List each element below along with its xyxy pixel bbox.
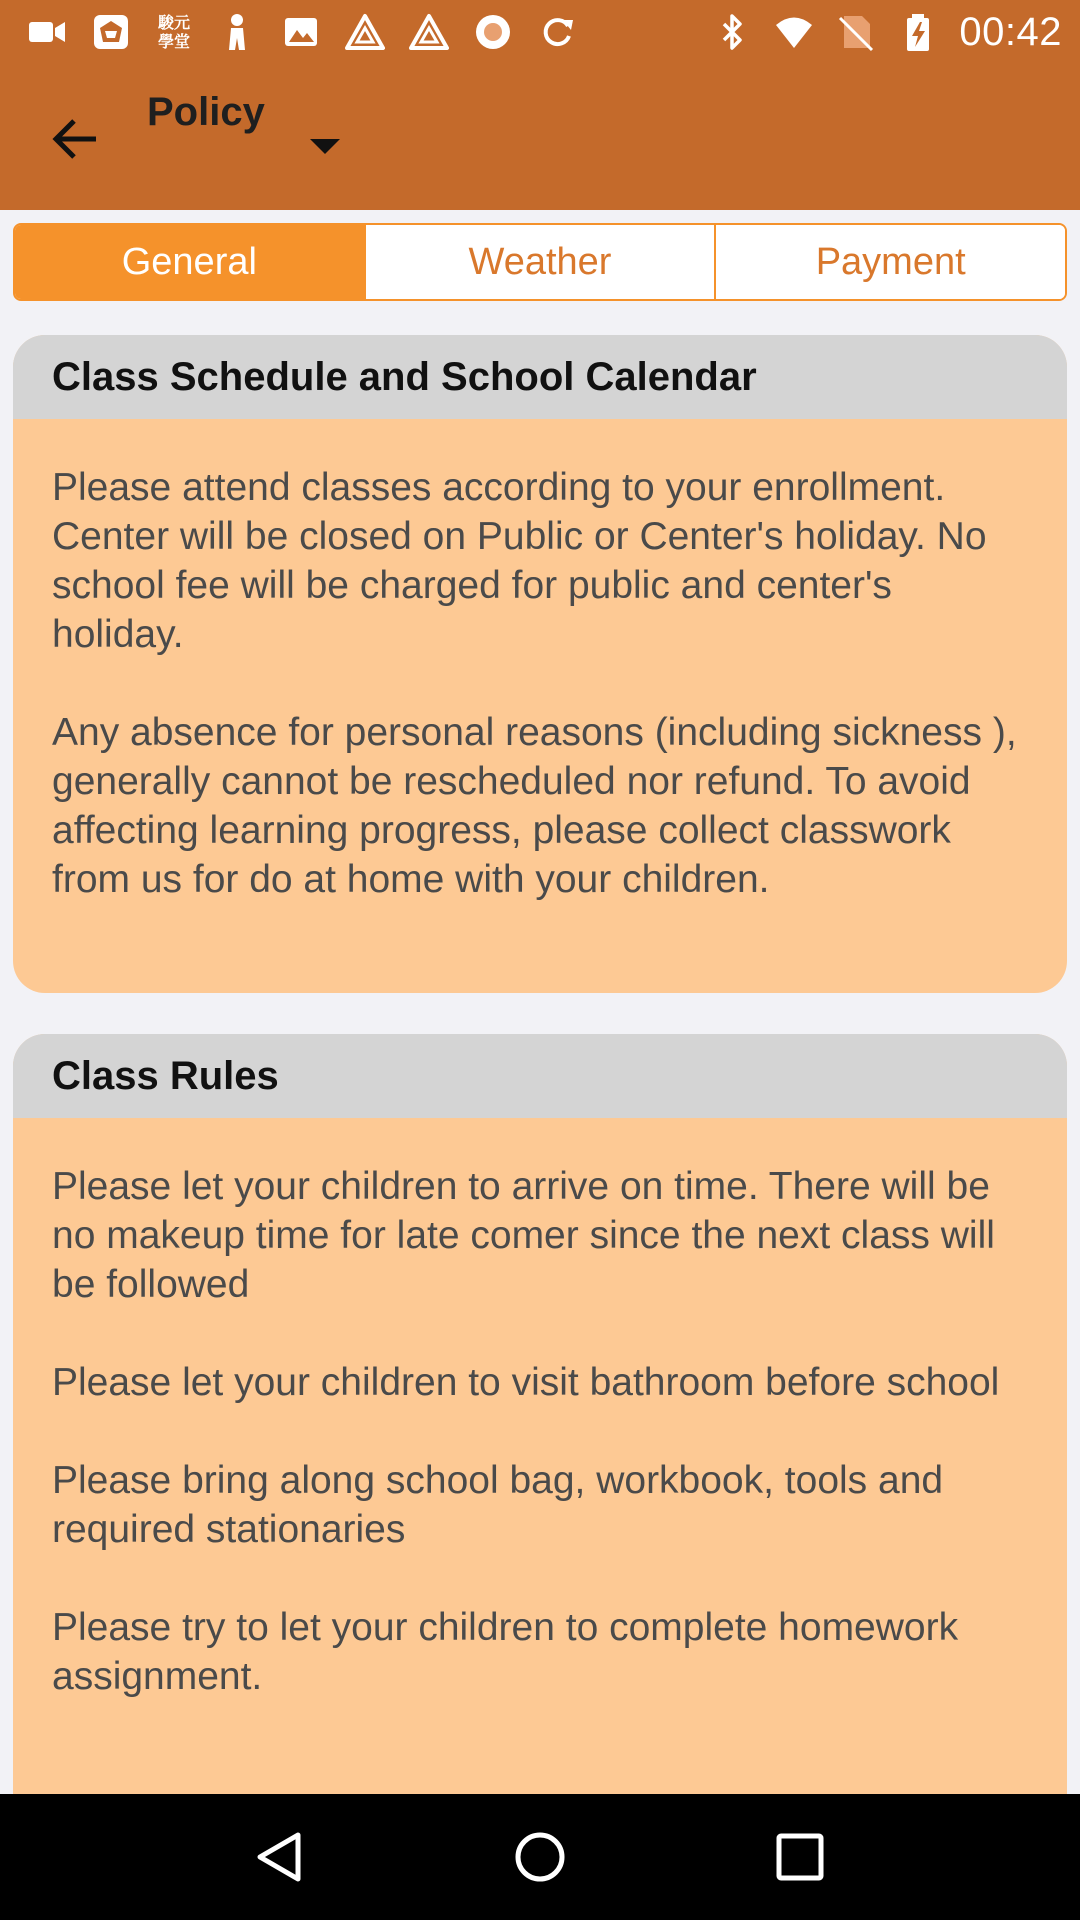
- no-sim-icon: [835, 11, 877, 53]
- home-circle-icon: [510, 1827, 570, 1887]
- section-paragraph: Please try to let your children to complete homework assignment.: [52, 1606, 959, 1698]
- policy-section-card: [13, 335, 1067, 993]
- bluetooth-icon: [711, 11, 753, 53]
- cjk-badge-icon: [154, 11, 194, 53]
- app-bar: [0, 64, 1080, 210]
- recents-square-icon: [770, 1827, 830, 1887]
- app-logo-icon: [90, 11, 132, 53]
- section-body: [13, 419, 1067, 904]
- warning-icon: [344, 11, 386, 53]
- arrow-left-icon: [50, 114, 100, 164]
- image-icon: [280, 11, 322, 53]
- section-paragraph: Please attend classes according to your enrollment. Center will be closed on Public or Center's holiday. No school fee will be charged for public and center's holiday.: [52, 466, 987, 656]
- nav-home-button[interactable]: [500, 1817, 580, 1897]
- system-nav-bar: [0, 1794, 1080, 1920]
- wifi-icon: [773, 11, 815, 53]
- policy-section-card: [13, 1034, 1067, 1920]
- nav-back-button[interactable]: [240, 1817, 320, 1897]
- section-body: [13, 1118, 1067, 1701]
- nav-recents-button[interactable]: [760, 1817, 840, 1897]
- warning-icon: [408, 11, 450, 53]
- section-paragraph: Please let your children to arrive on time. There will be no makeup time for late comer since the next class will be followed: [52, 1165, 995, 1306]
- cjk-badge-line1: 駿元: [157, 13, 190, 32]
- section-paragraph: Any absence for personal reasons (including sickness ), generally cannot be rescheduled nor refund. To avoid affecting learning progress, please collect classwork from us for do at home with your children.: [52, 711, 1017, 901]
- tab-payment[interactable]: Payment: [714, 225, 1065, 299]
- back-triangle-icon: [250, 1827, 310, 1887]
- sync-icon: [536, 11, 578, 53]
- title-dropdown-button[interactable]: [300, 126, 350, 166]
- video-icon: [26, 11, 68, 53]
- battery-charging-icon: [897, 11, 939, 53]
- status-bar: [0, 0, 1080, 64]
- status-right-icons: [711, 10, 1062, 55]
- status-left-icons: [26, 11, 578, 53]
- section-paragraph: Please bring along school bag, workbook, tools and required stationaries: [52, 1459, 944, 1551]
- section-title: Class Schedule and School Calendar: [13, 335, 1067, 419]
- status-time: 00:42: [959, 9, 1062, 54]
- tab-general[interactable]: General: [15, 225, 364, 299]
- page-title: Policy: [147, 90, 265, 134]
- caret-down-icon: [308, 136, 342, 156]
- tab-weather[interactable]: Weather: [364, 225, 715, 299]
- policy-tabs: [13, 223, 1067, 301]
- cjk-badge-line2: 學堂: [157, 32, 190, 51]
- back-button[interactable]: [40, 104, 110, 174]
- section-title: Class Rules: [13, 1034, 1067, 1118]
- radio-icon: [472, 11, 514, 53]
- section-paragraph: Please let your children to visit bathroom before school: [52, 1361, 1000, 1404]
- person-icon: [216, 11, 258, 53]
